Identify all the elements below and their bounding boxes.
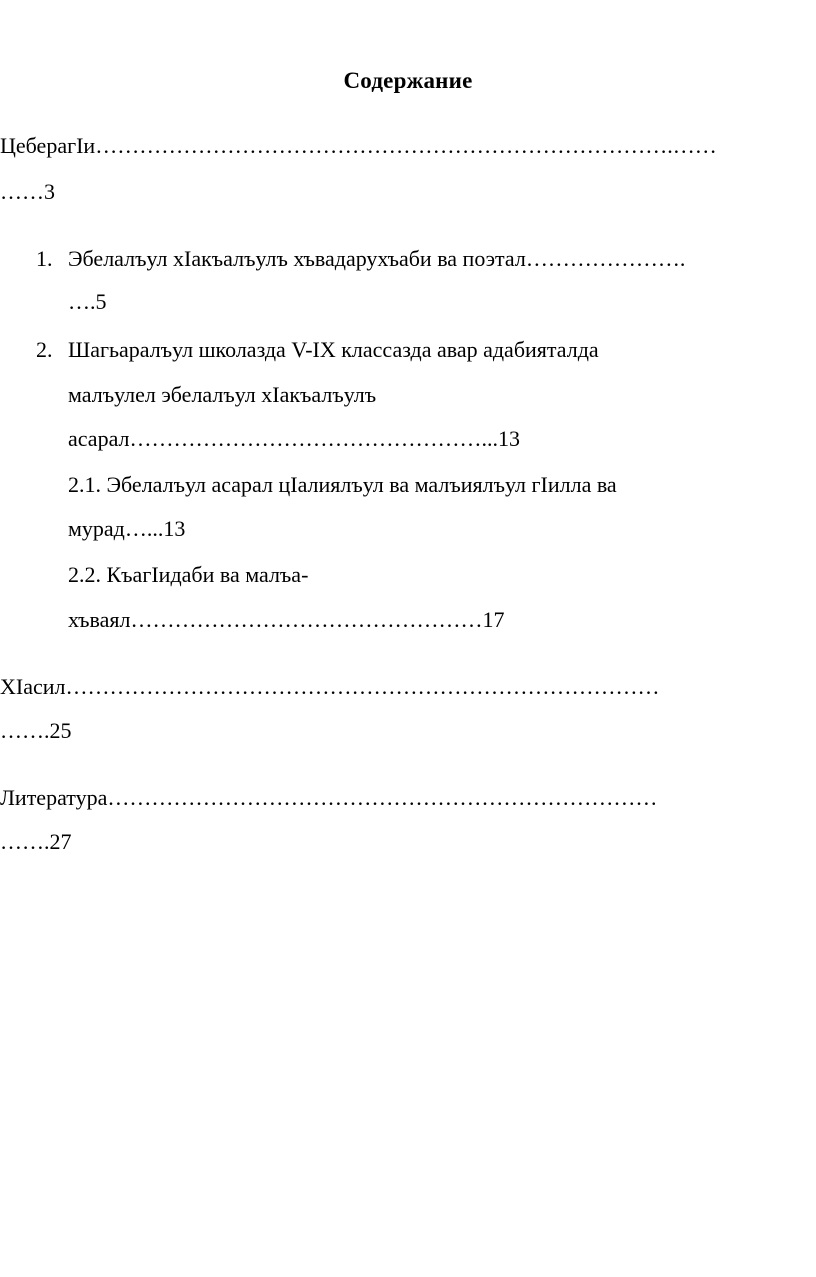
toc-literature-line1: Литература…………………………………………………………………	[0, 785, 658, 810]
toc-intro-line1: ЦеберагIи…………………………………………………………………….……	[0, 133, 717, 158]
toc-item2-line1: Шагьаралъул школазда V-IX классазда авар адабияталда	[68, 337, 599, 362]
toc-literature-line2: …….27	[0, 829, 72, 854]
toc-conclusion-line1: ХIасил………………………………………………………………………	[0, 674, 660, 699]
toc-item2-number: 2.	[36, 337, 53, 362]
toc-sub1-line1: 2.1. Эбелалъул асарал цIалиялъул ва малъиялъул гIилла ва	[68, 472, 617, 497]
toc-sub1-line2: мурад…...13	[68, 516, 186, 541]
toc-sub2-line1: 2.2. КъагIидаби ва малъа-	[68, 562, 309, 587]
toc-item1-number: 1.	[36, 246, 53, 271]
toc-item1-line2: ….5	[68, 289, 107, 314]
toc-item1-line1: Эбелалъул хIакъалъулъ хъвадарухъаби ва поэтал………………….	[68, 246, 686, 271]
toc-intro-line2: ……3	[0, 179, 55, 204]
toc-sub2-line2: хъваял…………………………………………17	[68, 607, 505, 632]
toc-conclusion-line2: …….25	[0, 718, 72, 743]
toc-item2-line3: асарал…………………………………………...13	[68, 426, 520, 451]
page-title: Содержание	[343, 68, 473, 93]
toc-item2-line2: малъулел эбелалъул хIакъалъулъ	[68, 382, 377, 407]
